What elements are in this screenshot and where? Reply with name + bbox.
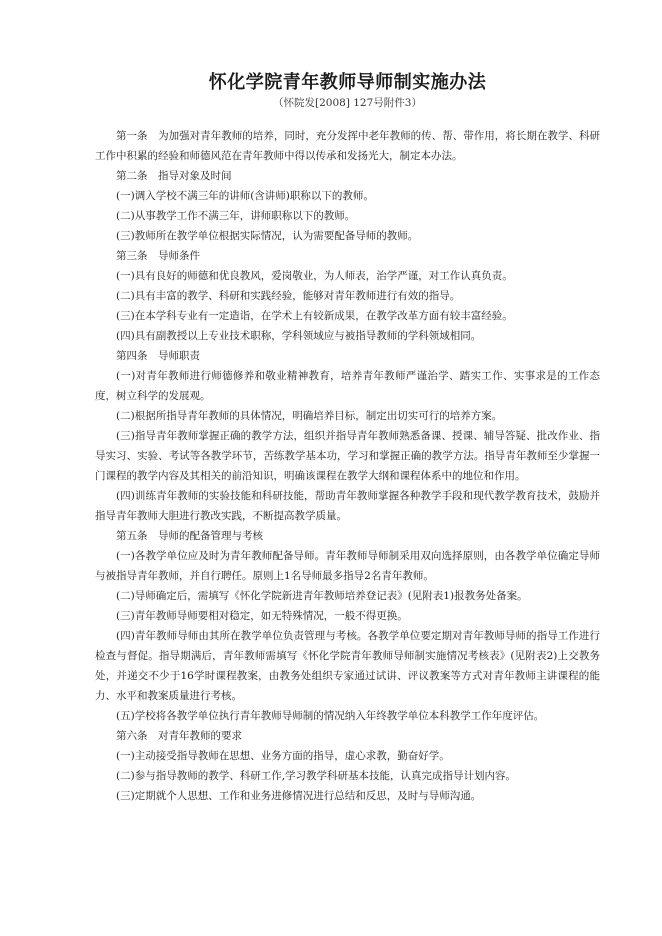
paragraph: (二)导师确定后，需填写《怀化学院新进青年教师培养登记表》(见附表1)报教务处备案。 — [116, 590, 528, 602]
document-title: 怀化学院青年教师导师制实施办法 — [208, 72, 487, 93]
paragraph: (四)训练青年教师的实验技能和科研技能，帮助青年教师掌握各种教学手段和现代教学教育技术，鼓励并指导青年教师大胆进行教改实践，不断提高教学质量。 — [95, 490, 600, 522]
document-subtitle: （怀院发[2008] 127号附件3） — [273, 97, 422, 109]
paragraph: (三)指导青年教师掌握正确的教学方法，组织并指导青年教师熟悉备课、授课、辅导答疑、批改作业、指导实习、实验、考试等各教学环节，苦练教学基本功，学习和掌握正确的教学方法。指导青年教师至少掌握一门课程的教学内容及其相关的前沿知识，明确该课程在教学大纲和课程体系中的地位和作用。 — [95, 430, 600, 482]
paragraph: (一)对青年教师进行师德修养和敬业精神教育，培养青年教师严谨治学、踏实工作、实事求是的工作态度，树立科学的发展观。 — [95, 370, 600, 402]
paragraph: (三)在本学科专业有一定造诣，在学术上有较新成果，在教学改革方面有较丰富经验。 — [116, 310, 513, 322]
paragraph: (三)教师所在教学单位根据实际情况，认为需要配备导师的教师。 — [116, 230, 419, 242]
paragraph: (一)调入学校不满三年的讲师(含讲师)职称以下的教师。 — [116, 190, 374, 202]
paragraph: 第三条 导师条件 — [116, 250, 200, 262]
paragraph: (四)青年教师导师由其所在教学单位负责管理与考核。各教学单位要定期对青年教师导师的指导工作进行检查与督促。指导期满后，青年教师需填写《怀化学院青年教师导师制实施情况考核表》(见附表2)上交教务处，并递交不少于16学时课程教案，由教务处组织专家通过试讲、评议教案等方式对青年教师主讲课程的能力、水平和教案质量进行考核。 — [95, 630, 600, 702]
paragraph: 第六条 对青年教师的要求 — [116, 730, 242, 742]
paragraph: 第四条 导师职责 — [116, 350, 200, 362]
paragraph: (二)根据所指导青年教师的具体情况，明确培养目标，制定出切实可行的培养方案。 — [116, 410, 503, 422]
paragraph: (三)定期就个人思想、工作和业务进修情况进行总结和反思，及时与导师沟通。 — [116, 790, 482, 802]
paragraph: (一)各教学单位应及时为青年教师配备导师。青年教师导师制采用双向选择原则，由各教学单位确定导师与被指导青年教师，并自行聘任。原则上1名导师最多指导2名青年教师。 — [95, 550, 600, 582]
paragraph: 第五条 导师的配备管理与考核 — [116, 530, 263, 542]
paragraph: (三)青年教师导师要相对稳定，如无特殊情况，一般不得更换。 — [116, 610, 408, 622]
paragraph: (五)学校将各教学单位执行青年教师导师制的情况纳入年终教学单位本科教学工作年度评估。 — [116, 710, 545, 722]
paragraph: (二)从事教学工作不满三年，讲师职称以下的教师。 — [116, 210, 356, 222]
paragraph: (四)具有副教授以上专业技术职称，学科领域应与被指导教师的学科领域相同。 — [116, 330, 482, 342]
paragraph: 第二条 指导对象及时间 — [116, 170, 232, 182]
paragraph: 第一条 为加强对青年教师的培养，同时，充分发挥中老年教师的传、帮、带作用，将长期在教学、科研工作中积累的经验和师德风范在青年教师中得以传承和发扬光大，制定本办法。 — [95, 130, 600, 162]
paragraph: (二)参与指导教师的教学、科研工作,学习教学科研基本技能，认真完成指导计划内容。 — [116, 770, 517, 782]
document-body — [95, 126, 600, 806]
paragraph: (一)主动接受指导教师在思想、业务方面的指导，虚心求教，勤奋好学。 — [116, 750, 450, 762]
paragraph: (二)具有丰富的教学、科研和实践经验，能够对青年教师进行有效的指导。 — [116, 290, 461, 302]
paragraph: (一)具有良好的师德和优良教风，爱岗敬业，为人师表，治学严谨，对工作认真负责。 — [116, 270, 513, 282]
document-page — [95, 72, 600, 806]
